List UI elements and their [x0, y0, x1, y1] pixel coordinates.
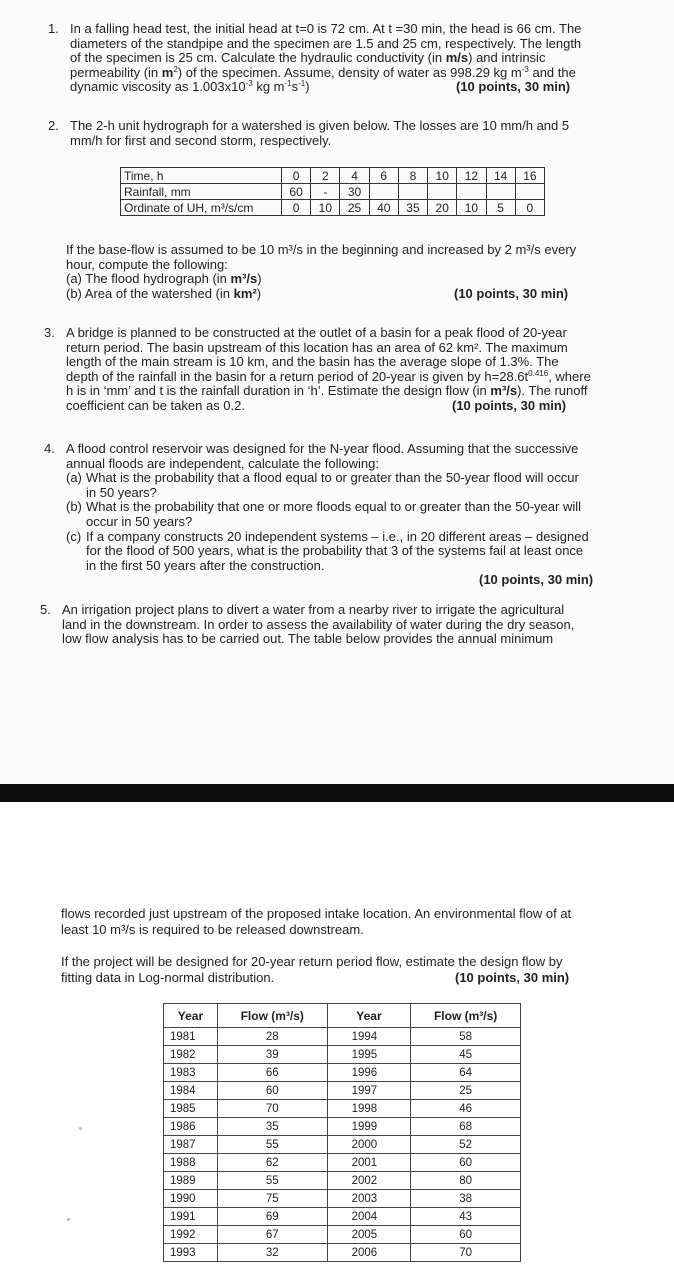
table-cell: 55: [217, 1136, 327, 1154]
table-cell: 4: [340, 168, 369, 184]
table-cell: -: [311, 184, 340, 200]
table-cell: 1998: [327, 1100, 411, 1118]
table-cell: 1990: [164, 1190, 218, 1208]
table-cell: 62: [217, 1154, 327, 1172]
table-cell: 2005: [327, 1226, 411, 1244]
table-cell: 20: [428, 200, 457, 216]
page-gap-band: [0, 784, 674, 802]
text-line: least 10 m³/s is required to be released downstream.: [61, 922, 364, 937]
table-cell: 1994: [327, 1028, 411, 1046]
table-row: [164, 1082, 521, 1100]
table-cell: 39: [217, 1046, 327, 1064]
table-cell: [486, 184, 515, 200]
text-line: fitting data in Log-normal distribution.: [61, 970, 275, 985]
question-4: [44, 441, 631, 587]
sub-question-c: (c) If a company constructs 20 independent systems – i.e., in 20 different areas – designed for the flood of 500 years, what is the probability that 3 of the systems fail at least once in the first 50 years after the construction.: [66, 528, 589, 573]
table-cell: [428, 184, 457, 200]
table-row: [164, 1028, 521, 1046]
table-cell: 32: [217, 1244, 327, 1262]
table-cell: 43: [411, 1208, 521, 1226]
text-line: dynamic viscosity as $1.003x10^{-3}$ kg $m^{-1}s^{-1}$): [70, 79, 310, 95]
text-line: (b) Area of the watershed (in km²): [66, 285, 262, 301]
table-row: [164, 1208, 521, 1226]
table-cell: 68: [411, 1118, 521, 1136]
table-cell: 60: [217, 1082, 327, 1100]
points-label: (10 points, 30 min): [479, 572, 594, 587]
table-cell: 1984: [164, 1082, 218, 1100]
table-cell: 1999: [327, 1118, 411, 1136]
table-cell: 69: [217, 1208, 327, 1226]
table-row: [164, 1118, 521, 1136]
table-cell: 1991: [164, 1208, 218, 1226]
text-line: length of the main stream is 10 km, and the basin has the average slope of 1.3%. The: [66, 354, 559, 370]
question-number: 1.: [48, 21, 59, 36]
text-line: coefficient can be taken as 0.2.: [66, 397, 245, 413]
question-2-tasks: [66, 243, 636, 301]
table-cell: 1986: [164, 1118, 218, 1136]
table-cell: 30: [340, 184, 369, 200]
text-line: land in the downstream. In order to assess the availability of water during the dry season,: [62, 616, 575, 632]
table-cell: 10: [457, 200, 486, 216]
table-row: [164, 1190, 521, 1208]
table-cell: 1985: [164, 1100, 218, 1118]
text-line: In a falling head test, the initial head at t=0 is 72 cm. At t =30 min, the head is 66 cm. The: [70, 21, 582, 36]
table-cell: 1992: [164, 1226, 218, 1244]
table-cell: 1988: [164, 1154, 218, 1172]
table-cell: 70: [217, 1100, 327, 1118]
table-row: [164, 1154, 521, 1172]
text-line: permeability (in $m^2$) of the specimen. Assume, density of water as 998.29 kg $m^{-3}$ and the: [70, 64, 576, 80]
table-cell: 0: [282, 168, 311, 184]
table-cell: [457, 184, 486, 200]
table-cell: 1987: [164, 1136, 218, 1154]
text-line: diameters of the standpipe and the specimen are 1.5 and 25 cm, respectively. The length: [70, 35, 582, 51]
text-line: return period. The basin upstream of this location has an area of 62 km². The maximum: [66, 339, 568, 355]
text-line: If the base-flow is assumed to be 10 m³/s in the beginning and increased by 2 m³/s every: [66, 242, 577, 257]
text-line: of the specimen is 25 cm. Calculate the hydraulic conductivity (in m/s) and intrinsic: [70, 50, 546, 66]
table-cell: [515, 184, 544, 200]
text-line: An irrigation project plans to divert a water from a nearby river to irrigate the agricultural: [62, 602, 565, 617]
table-cell: 10: [311, 200, 340, 216]
text-line: mm/h for first and second storm, respectively.: [70, 132, 332, 148]
table-cell: [398, 184, 427, 200]
scan-speck: [67, 1218, 70, 1221]
table-cell: 14: [486, 168, 515, 184]
text-line: hour, compute the following:: [66, 256, 228, 272]
table-cell: 2000: [327, 1136, 411, 1154]
table-cell: 45: [411, 1046, 521, 1064]
table-cell: 5: [486, 200, 515, 216]
table-row: [164, 1046, 521, 1064]
table-cell: 60: [411, 1154, 521, 1172]
table-cell: 1997: [327, 1082, 411, 1100]
table-cell: 55: [217, 1172, 327, 1190]
table-cell: 0: [515, 200, 544, 216]
row-label: Time, h: [121, 168, 282, 184]
table-cell: 16: [515, 168, 544, 184]
table-cell: 1983: [164, 1064, 218, 1082]
table-cell: 60: [411, 1226, 521, 1244]
table-cell: 12: [457, 168, 486, 184]
column-header: Year: [164, 1004, 218, 1028]
table-row: [164, 1100, 521, 1118]
table-cell: 25: [411, 1082, 521, 1100]
text-line: low flow analysis has to be carried out. The table below provides the annual minimum: [62, 631, 554, 647]
table-cell: 64: [411, 1064, 521, 1082]
table-cell: 25: [340, 200, 369, 216]
table-cell: 75: [217, 1190, 327, 1208]
table-cell: 10: [428, 168, 457, 184]
row-label: Rainfall, mm: [121, 184, 282, 200]
table-row: [164, 1226, 521, 1244]
text-line: depth of the rainfall in the basin for a return period of 20-year is given by $h=28.6t^{0.416}$, where: [66, 368, 591, 384]
table-row: [164, 1136, 521, 1154]
points-label: (10 points, 30 min): [452, 398, 567, 413]
table-cell: 2003: [327, 1190, 411, 1208]
column-header: Flow (m³/s): [411, 1004, 521, 1028]
question-number: 4.: [44, 441, 55, 456]
column-header: Year: [327, 1004, 411, 1028]
table-cell: 6: [369, 168, 398, 184]
table-cell: [369, 184, 398, 200]
table-row: [164, 1064, 521, 1082]
table-cell: 8: [398, 168, 427, 184]
table-cell: 80: [411, 1172, 521, 1190]
text-line: A bridge is planned to be constructed at the outlet of a basin for a peak flood of 20-year: [66, 325, 567, 340]
table-cell: 1993: [164, 1244, 218, 1262]
text-line: If the project will be designed for 20-year return period flow, estimate the design flow by: [61, 954, 563, 969]
table-cell: 58: [411, 1028, 521, 1046]
table-cell: 35: [398, 200, 427, 216]
table-cell: 2002: [327, 1172, 411, 1190]
table-cell: 70: [411, 1244, 521, 1262]
points-label: (10 points, 30 min): [456, 79, 571, 94]
table-cell: 46: [411, 1100, 521, 1118]
question-number: 3.: [44, 325, 55, 340]
table-cell: 66: [217, 1064, 327, 1082]
question-3: [44, 325, 626, 414]
points-label: (10 points, 30 min): [454, 286, 569, 301]
table-cell: 28: [217, 1028, 327, 1046]
table-cell: 0: [282, 200, 311, 216]
table-cell: 1996: [327, 1064, 411, 1082]
text-line: A flood control reservoir was designed for the N-year flood. Assuming that the successive: [66, 441, 579, 456]
row-label: Ordinate of UH, m³/s/cm: [121, 200, 282, 216]
text-line: annual floods are independent, calculate the following:: [66, 455, 379, 471]
question-number: 5.: [40, 602, 51, 617]
table-cell: 52: [411, 1136, 521, 1154]
question-5: [40, 602, 637, 647]
table-cell: 1981: [164, 1028, 218, 1046]
table-cell: 40: [369, 200, 398, 216]
table-cell: 2006: [327, 1244, 411, 1262]
text-line: (a) The flood hydrograph (in m³/s): [66, 271, 262, 287]
sub-question-b: (b) What is the probability that one or more floods equal to or greater than the 50-year will occur in 50 years?: [66, 499, 581, 529]
annual-minimum-flow-table: [163, 1003, 521, 1262]
question-number: 2.: [48, 118, 59, 133]
table-cell: 2004: [327, 1208, 411, 1226]
text-line: h is in ‘mm’ and t is the rainfall duration in ‘h’. Estimate the design flow (in m³/s). The runoff: [66, 383, 588, 399]
table-cell: 60: [282, 184, 311, 200]
table-cell: 1982: [164, 1046, 218, 1064]
points-label: (10 points, 30 min): [455, 970, 570, 985]
table-cell: 2001: [327, 1154, 411, 1172]
table-cell: 1995: [327, 1046, 411, 1064]
column-header: Flow (m³/s): [217, 1004, 327, 1028]
table-cell: 67: [217, 1226, 327, 1244]
text-line: The 2-h unit hydrograph for a watershed is given below. The losses are 10 mm/h and 5: [70, 118, 570, 133]
question-2: [48, 118, 630, 148]
table-cell: 35: [217, 1118, 327, 1136]
table-cell: 2: [311, 168, 340, 184]
scan-speck: [79, 1127, 82, 1130]
sub-question-a: (a) What is the probability that a flood equal to or greater than the 50-year flood will occur in 50 years?: [66, 470, 579, 500]
table-cell: 38: [411, 1190, 521, 1208]
table-cell: 1989: [164, 1172, 218, 1190]
table-row: [164, 1244, 521, 1262]
unit-hydrograph-table: [120, 167, 545, 216]
question-1: [48, 21, 630, 95]
text-line: flows recorded just upstream of the proposed intake location. An environmental flow of at: [61, 906, 572, 921]
table-row: [164, 1172, 521, 1190]
